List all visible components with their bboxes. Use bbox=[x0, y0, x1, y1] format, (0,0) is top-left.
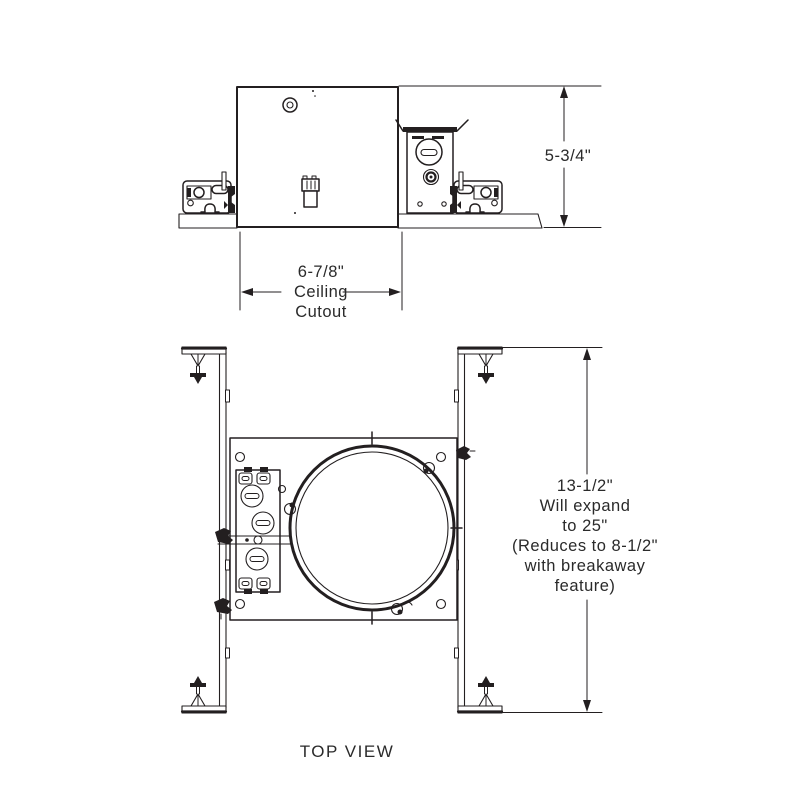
expand-dimension bbox=[498, 348, 658, 713]
top-view-label: TOP VIEW bbox=[299, 742, 395, 761]
ceiling-slab-left bbox=[179, 214, 237, 228]
expand-dim-line5: with breakaway bbox=[524, 557, 646, 575]
junction-box-top bbox=[236, 467, 286, 594]
ceiling-slab-right bbox=[398, 214, 542, 228]
height-dimension-label: 5-3/4" bbox=[544, 147, 592, 165]
side-view bbox=[179, 86, 601, 321]
cutout-dimension bbox=[240, 232, 402, 321]
wire-connector bbox=[302, 176, 319, 207]
mounting-bracket-right bbox=[450, 172, 502, 213]
cutout-dimension-value: 6-7/8" bbox=[297, 263, 345, 281]
rail-clip bbox=[456, 446, 475, 460]
cutout-dimension-word2: Cutout bbox=[295, 303, 347, 321]
expand-dim-line4: (Reduces to 8-1/2" bbox=[511, 537, 659, 555]
mounting-bracket-left bbox=[183, 172, 235, 213]
arrow-right-icon bbox=[389, 288, 401, 296]
expand-dim-line1: 13-1/2" bbox=[556, 477, 614, 495]
expand-dim-line3: to 25" bbox=[562, 517, 608, 535]
arrow-down-icon bbox=[560, 215, 568, 227]
cutout-dimension-word1: Ceiling bbox=[294, 283, 348, 301]
top-view bbox=[182, 347, 658, 761]
arrow-up-icon bbox=[560, 86, 568, 98]
expand-dim-line6: feature) bbox=[554, 577, 616, 595]
cable-clamp bbox=[424, 170, 439, 185]
arrow-up-icon bbox=[583, 348, 591, 360]
arrow-left-icon bbox=[241, 288, 253, 296]
arrow-down-icon bbox=[583, 700, 591, 712]
expand-dim-line2: Will expand bbox=[539, 497, 631, 515]
